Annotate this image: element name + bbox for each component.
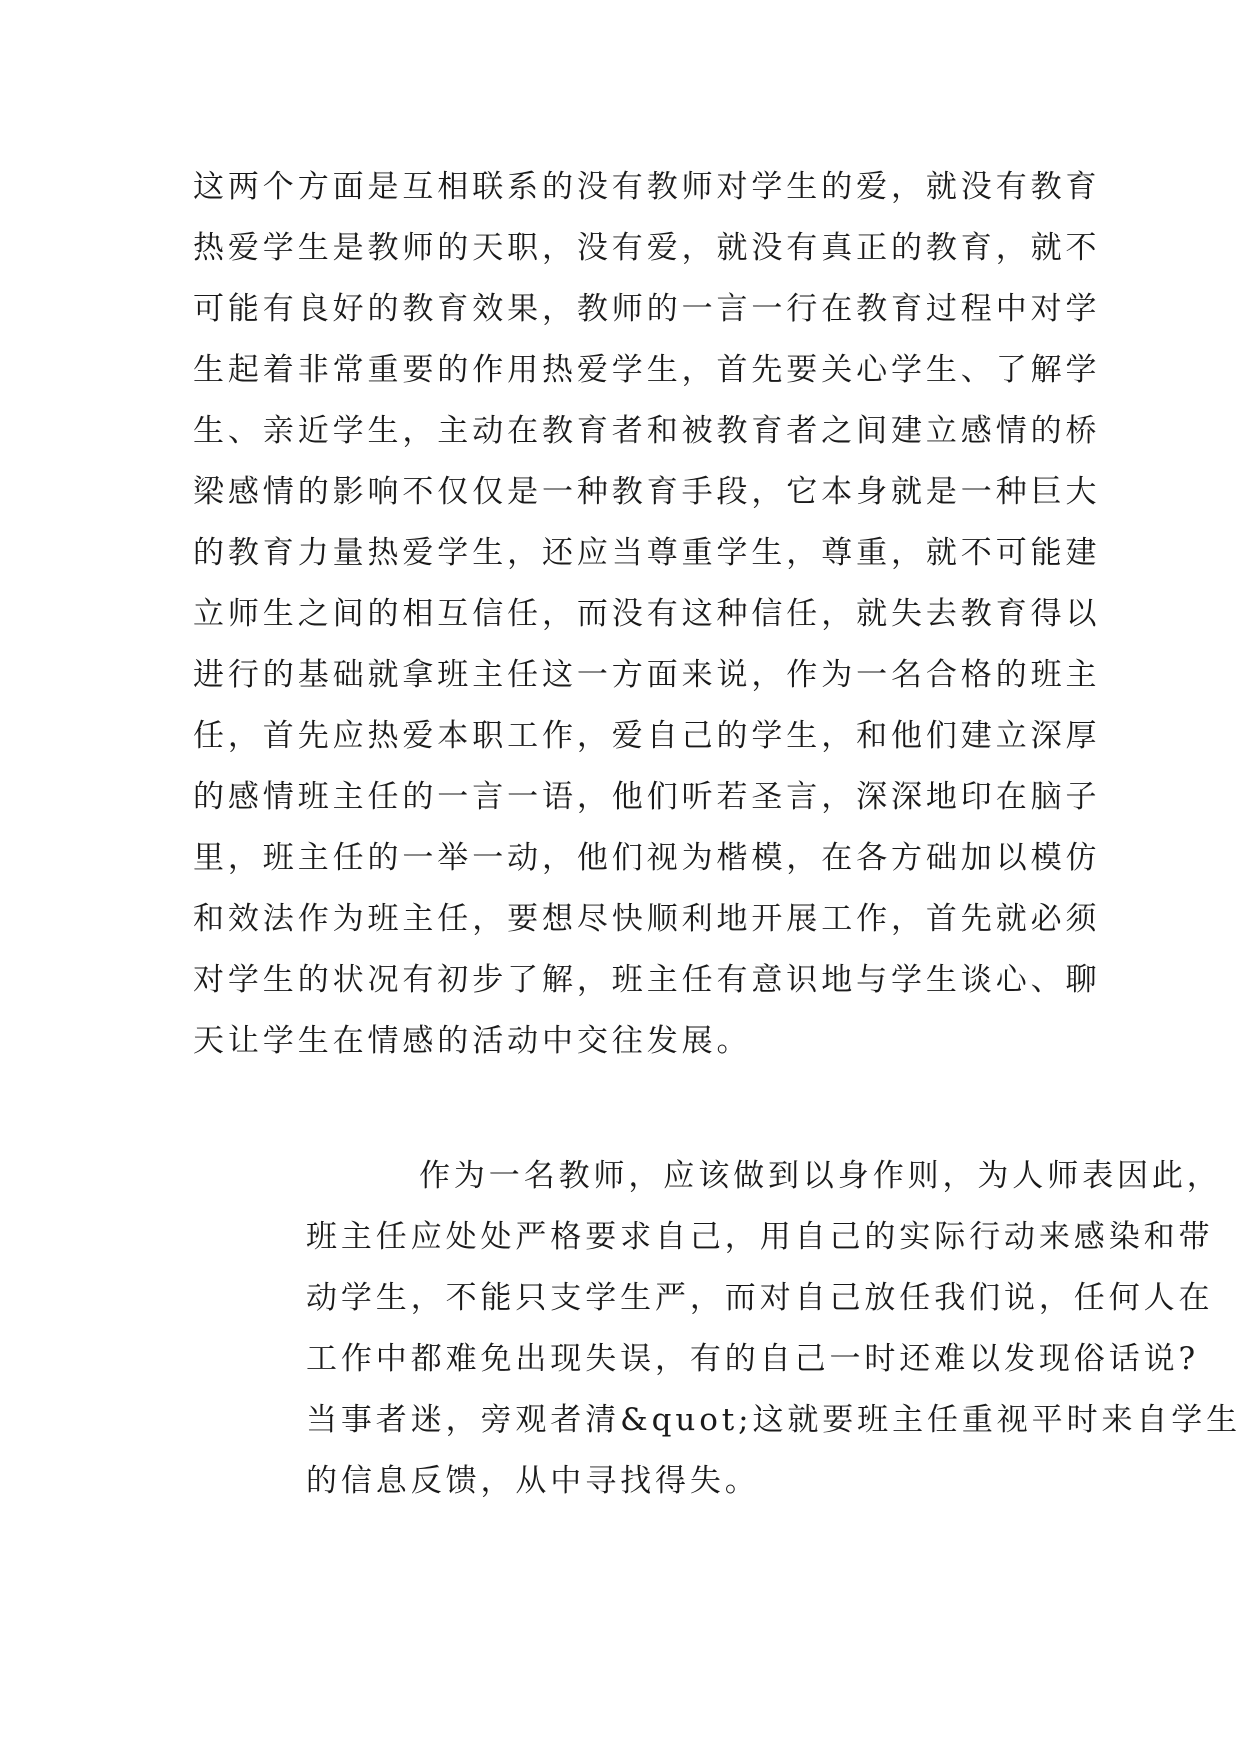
paragraph-line: 的教育力量热爱学生，还应当尊重学生，尊重，就不可能建	[193, 535, 1101, 571]
paragraph-line: 生起着非常重要的作用热爱学生，首先要关心学生、了解学	[193, 352, 1101, 388]
paragraph-line: 的感情班主任的一言一语，他们听若圣言，深深地印在脑子	[193, 779, 1101, 815]
paragraph-line: 生、亲近学生，主动在教育者和被教育者之间建立感情的桥	[193, 413, 1101, 449]
paragraph-line: 的信息反馈，从中寻找得失。	[306, 1463, 760, 1499]
paragraph-line: 立师生之间的相互信任，而没有这种信任，就失去教育得以	[193, 596, 1101, 632]
paragraph-line: 工作中都难免出现失误，有的自己一时还难以发现俗话说?	[306, 1341, 1200, 1377]
paragraph-line: 和效法作为班主任，要想尽快顺利地开展工作，首先就必须	[193, 901, 1101, 937]
paragraph-line: 动学生，不能只支学生严，而对自己放任我们说，任何人在	[306, 1280, 1214, 1316]
paragraph-line: 可能有良好的教育效果，教师的一言一行在教育过程中对学	[193, 291, 1101, 327]
paragraph-line: 梁感情的影响不仅仅是一种教育手段，它本身就是一种巨大	[193, 474, 1101, 510]
paragraph-line: 当事者迷，旁观者清&quot;这就要班主任重视平时来自学生	[306, 1402, 1241, 1438]
paragraph-line: 这两个方面是互相联系的没有教师对学生的爱，就没有教育	[193, 169, 1101, 205]
paragraph-line: 里，班主任的一举一动，他们视为楷模，在各方础加以模仿	[193, 840, 1101, 876]
paragraph-line: 天让学生在情感的活动中交往发展。	[193, 1023, 752, 1059]
paragraph-line: 热爱学生是教师的天职，没有爱，就没有真正的教育，就不	[193, 230, 1101, 266]
paragraph-line: 任，首先应热爱本职工作，爱自己的学生，和他们建立深厚	[193, 718, 1101, 754]
paragraph-2	[193, 1146, 1241, 1512]
paragraph-1	[193, 157, 1101, 1072]
paragraph-line: 进行的基础就拿班主任这一方面来说，作为一名合格的班主	[193, 657, 1101, 693]
paragraph-line: 对学生的状况有初步了解，班主任有意识地与学生谈心、聊	[193, 962, 1101, 998]
paragraph-line: 班主任应处处严格要求自己，用自己的实际行动来感染和带	[306, 1219, 1214, 1255]
paragraph-line: 作为一名教师，应该做到以身作则，为人师表因此，	[419, 1158, 1222, 1194]
